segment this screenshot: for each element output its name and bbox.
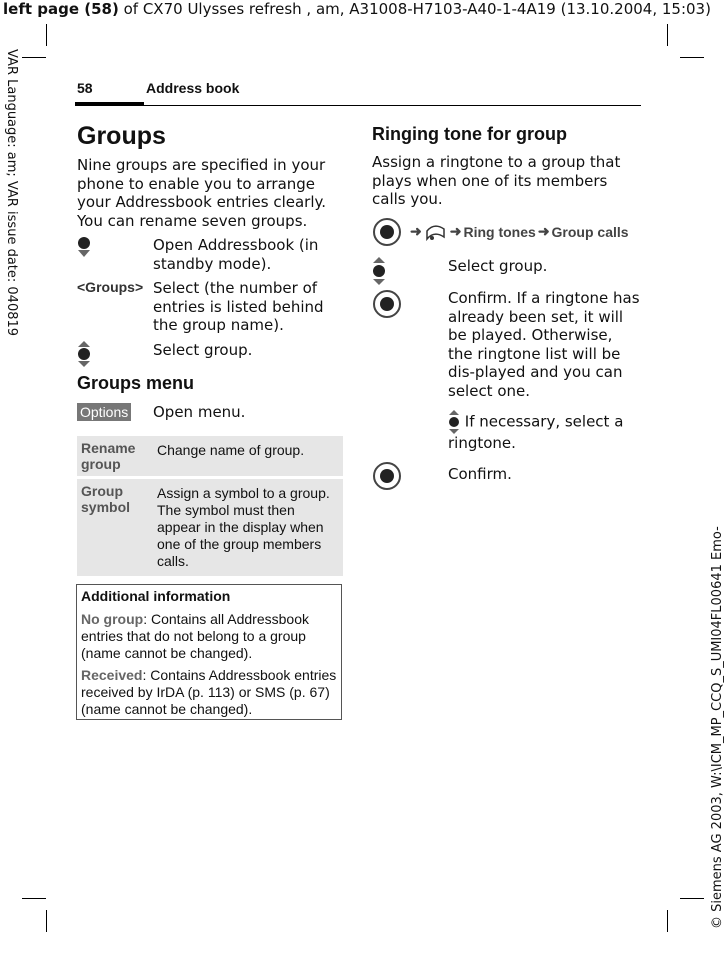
menu-path	[372, 217, 640, 247]
step-text: Select (the number of entries is listed behind the group name).	[153, 279, 324, 334]
info-entry-key: No group	[81, 611, 144, 627]
info-title: Additional information	[81, 588, 231, 604]
crop-mark	[667, 910, 668, 932]
note-menu-icon	[424, 221, 448, 243]
joystick-press-icon	[372, 461, 402, 491]
ringing-intro: Assign a ringtone to a group that plays when one of its members calls you.	[372, 153, 621, 208]
page-number: 58	[77, 80, 93, 96]
path-ring-tones: Ring tones	[463, 223, 536, 240]
step-confirm-final	[372, 461, 640, 484]
step-select-group	[77, 341, 345, 360]
step-text: Open Addressbook (in standby mode).	[153, 236, 319, 273]
groups-key-label: <Groups>	[77, 279, 144, 295]
step-text: Select group.	[153, 340, 253, 359]
table-row	[77, 479, 343, 576]
left-column	[77, 120, 345, 422]
additional-info-box	[76, 584, 342, 720]
joystick-press-icon	[372, 217, 402, 247]
groups-menu-table	[77, 436, 343, 579]
step-options	[77, 403, 345, 422]
arrow-right-icon: ➜	[449, 223, 462, 239]
crop-mark	[46, 24, 47, 46]
info-entry-text: : Contains all Addressbook entries that do not belong to a group (name cannot be changed).	[81, 611, 309, 661]
header-rule-thick	[75, 102, 144, 106]
step-select-ringtone	[372, 410, 640, 453]
joystick-updown-icon	[448, 413, 465, 431]
menu-item-desc: Assign a symbol to a group. The symbol must then appear in the display when one of the group members calls.	[157, 485, 330, 569]
step-text: Select group.	[448, 256, 548, 275]
joystick-updown-icon	[372, 257, 386, 285]
crop-mark	[680, 898, 704, 899]
table-row	[77, 436, 343, 476]
step-select-group	[372, 257, 640, 276]
side-note-right: © Siemens AG 2003, W:\ICM_MP_CCQ_S_UMI04FL00641 Emo-	[710, 526, 725, 929]
step-inline	[448, 410, 640, 453]
joystick-press-icon	[372, 289, 402, 319]
step-open-addressbook	[77, 236, 345, 273]
step-text: Confirm. If a ringtone has already been set, it will be played. Otherwise, the ringtone list will be dis-played and you can select one.	[448, 289, 640, 400]
side-note-left: VAR Language: am; VAR issue date: 040819	[4, 49, 19, 337]
menu-item-name: Rename group	[81, 440, 136, 472]
arrow-right-icon: ➜	[537, 223, 550, 239]
groups-intro: Nine groups are specified in your phone to enable you to arrange your Addressbook entries clearly. You can rename seven groups.	[77, 156, 327, 230]
step-text: If necessary, select a ringtone.	[448, 412, 624, 452]
crop-mark	[680, 57, 704, 58]
step-groups	[77, 279, 345, 335]
section-title: Address book	[146, 80, 240, 96]
ringing-heading: Ringing tone for group	[372, 124, 567, 144]
joystick-updown-icon	[77, 341, 91, 367]
info-entry	[81, 667, 337, 718]
print-header	[0, 0, 714, 18]
crop-mark	[22, 898, 46, 899]
right-column	[372, 122, 640, 483]
info-entry-text: : Contains Addressbook entries received by IrDA (p. 113) or SMS (p. 67) (name cannot be changed).	[81, 667, 337, 717]
menu-item-desc: Change name of group.	[157, 442, 305, 458]
crop-mark	[667, 24, 668, 46]
options-softkey: Options	[77, 403, 131, 421]
info-entry-key: Received	[81, 667, 143, 683]
groups-menu-heading: Groups menu	[77, 373, 195, 393]
menu-item-name: Group symbol	[81, 483, 131, 515]
step-text: Open menu.	[153, 403, 246, 421]
print-header-info: of CX70 Ulysses refresh , am, A31008-H7103-A40-1-4A19 (13.10.2004, 15:03)	[118, 0, 711, 18]
step-confirm	[372, 289, 640, 400]
crop-mark	[22, 57, 46, 58]
crop-mark	[46, 910, 47, 932]
info-entry	[81, 611, 337, 662]
arrow-right-icon: ➜	[410, 223, 422, 239]
path-group-calls: Group calls	[551, 223, 629, 240]
step-text: Confirm.	[448, 464, 512, 483]
print-header-page: left page (58)	[3, 0, 119, 18]
header-rule	[144, 105, 641, 106]
joystick-down-icon	[77, 236, 91, 258]
groups-heading: Groups	[77, 122, 166, 150]
